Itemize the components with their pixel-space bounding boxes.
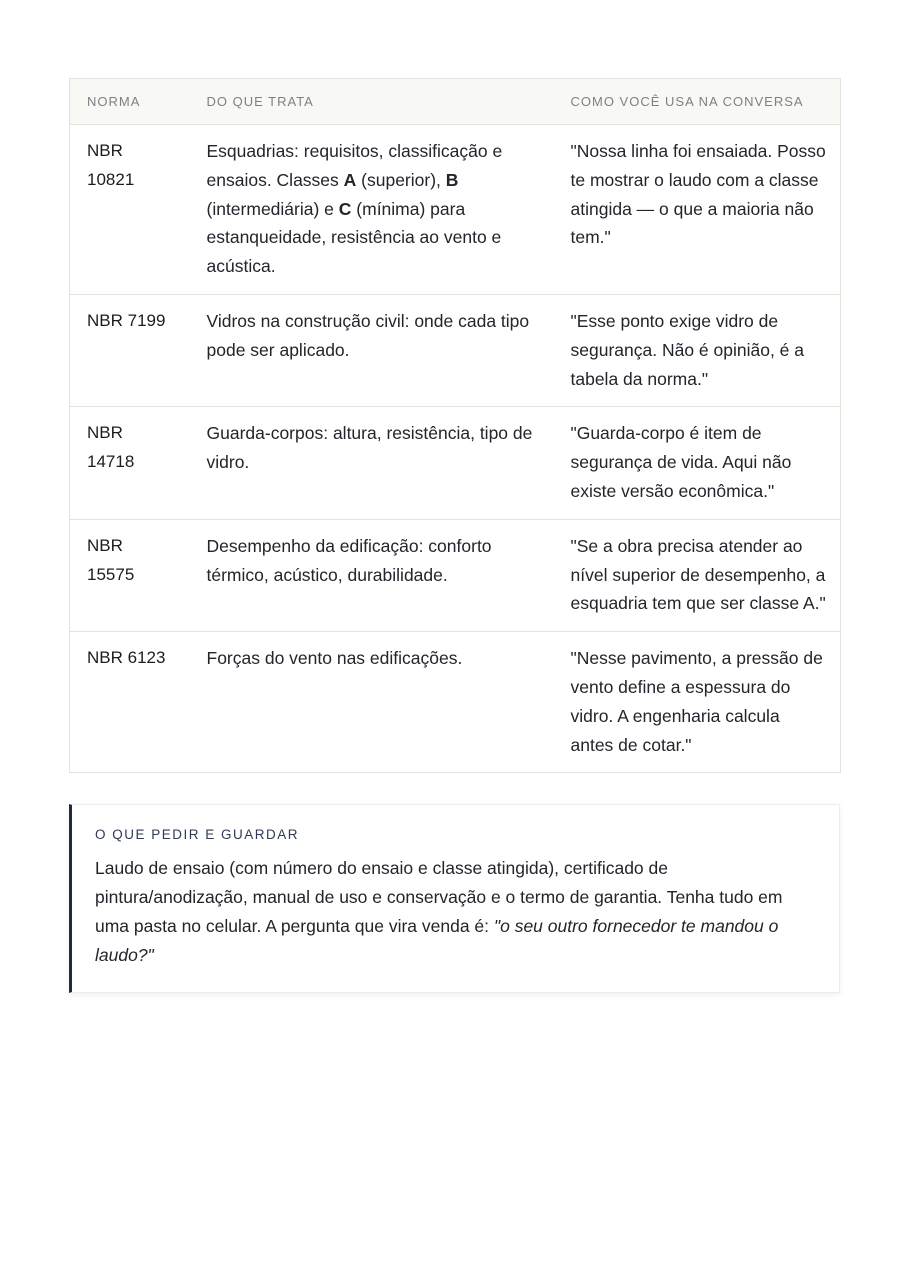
norm-code: NBR 15575 bbox=[70, 519, 190, 631]
class-a-label: A bbox=[343, 169, 357, 190]
header-norma: NORMA bbox=[70, 79, 190, 125]
norm-topic: Vidros na construção civil: onde cada tipo pode ser aplicado. bbox=[190, 294, 554, 406]
table-row bbox=[70, 519, 841, 631]
norm-topic bbox=[190, 125, 554, 295]
table-row bbox=[70, 294, 841, 406]
table-row bbox=[70, 125, 841, 295]
norm-topic: Desempenho da edificação: conforto térmico, acústico, durabilidade. bbox=[190, 519, 554, 631]
norms-table bbox=[69, 78, 841, 773]
class-c-label: C bbox=[338, 198, 352, 219]
header-como-voce-usa: COMO VOCÊ USA NA CONVERSA bbox=[554, 79, 841, 125]
norm-usage: "Esse ponto exige vidro de segurança. Não é opinião, é a tabela da norma." bbox=[554, 294, 841, 406]
table-header-row bbox=[70, 79, 841, 125]
norm-usage: "Nesse pavimento, a pressão de vento define a espessura do vidro. A engenharia calcula antes de cotar." bbox=[570, 648, 823, 755]
norm-code: NBR 10821 bbox=[70, 125, 190, 295]
page bbox=[69, 78, 840, 993]
norm-code: NBR 14718 bbox=[70, 407, 190, 519]
topic-text: Esquadrias: requisitos, classificação e ensaios. Classes bbox=[206, 141, 503, 190]
class-b-label: B bbox=[445, 169, 459, 190]
topic-text: (mínima) para estanqueidade, resistência ao vento e acústica. bbox=[206, 198, 502, 277]
table-row bbox=[70, 407, 841, 519]
norm-code: NBR 6123 bbox=[87, 648, 166, 668]
topic-text: (intermediária) e bbox=[206, 198, 339, 219]
norm-usage: "Nossa linha foi ensaiada. Posso te mostrar o laudo com a classe atingida — o que a maioria não tem." bbox=[554, 125, 841, 295]
header-do-que-trata: DO QUE TRATA bbox=[190, 79, 554, 125]
callout-title: O QUE PEDIR E GUARDAR bbox=[95, 827, 300, 843]
norm-usage: "Se a obra precisa atender ao nível superior de desempenho, a esquadria tem que ser classe A." bbox=[554, 519, 841, 631]
callout-box bbox=[69, 804, 840, 992]
table-row bbox=[70, 632, 841, 773]
callout-text: Laudo de ensaio (com número do ensaio e classe atingida), certificado de pintura/anodização, manual de uso e conservação e o termo de garantia. Tenha tudo em uma pasta no celular. A pergunta que vira venda é: bbox=[95, 858, 783, 936]
callout-quote: "o seu outro fornecedor te mandou o laudo?" bbox=[95, 915, 779, 965]
norm-usage: "Guarda-corpo é item de segurança de vida. Aqui não existe versão econômica." bbox=[554, 407, 841, 519]
callout-body bbox=[95, 854, 815, 969]
norm-topic: Forças do vento nas edificações. bbox=[206, 648, 463, 669]
topic-text: (superior), bbox=[356, 169, 446, 190]
norm-topic: Guarda-corpos: altura, resistência, tipo de vidro. bbox=[190, 407, 554, 519]
norm-code: NBR 7199 bbox=[70, 294, 190, 406]
